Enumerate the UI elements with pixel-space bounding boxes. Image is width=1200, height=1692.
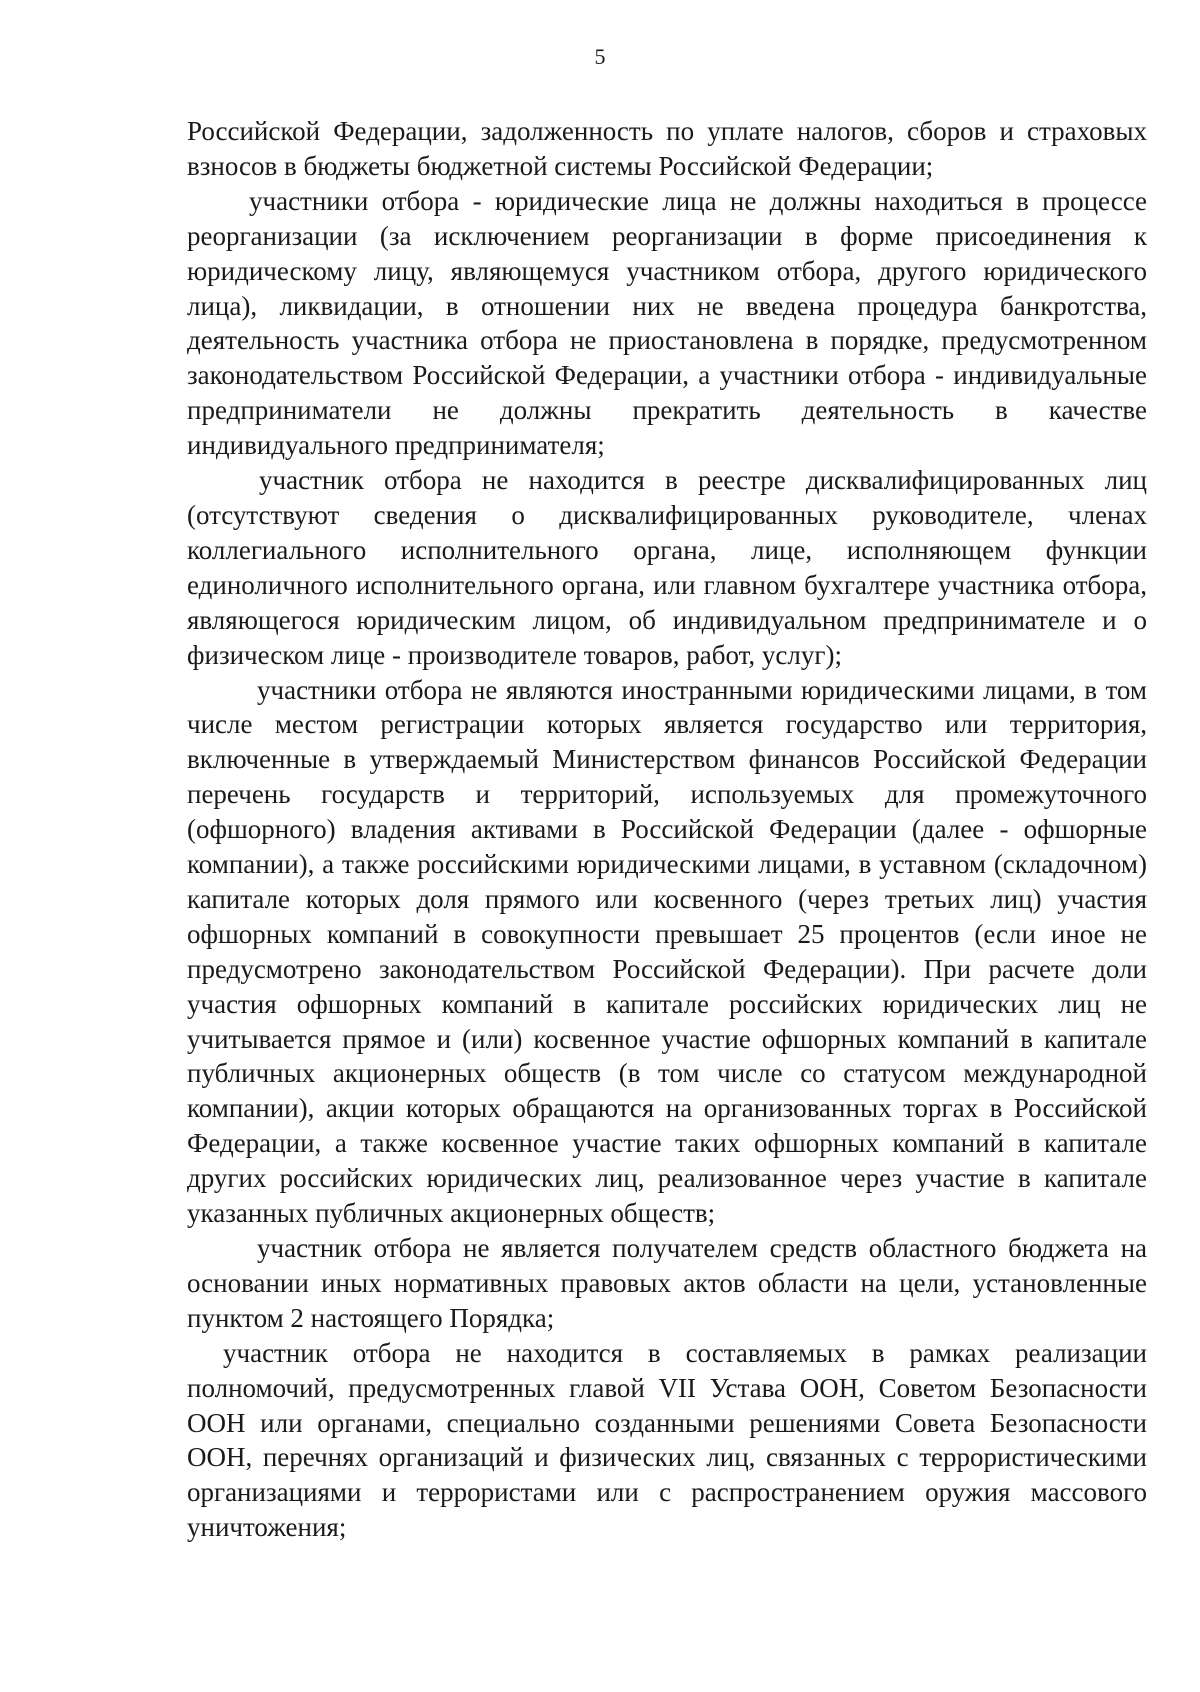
page-number: 5 <box>594 44 606 69</box>
paragraph-regional-budget: участник отбора не является получателем средств областного бюджета на основании иных нормативных правовых актов области на цели, установленные пунктом 2 настоящего Порядка; <box>187 1233 1147 1333</box>
document-body <box>187 114 1147 1545</box>
paragraph-disqualified-registry: участник отбора не находится в реестре дисквалифицированных лиц (отсутствуют сведения о дисквалифицированных руководителе, членах коллегиального исполнительного органа, лице, исполняющем функции единоличного исполнительного органа, или главном бухгалтере участника отбора, являющегося юридическим лицом, об индивидуальном предпринимателе и о физическом лице - производителе товаров, работ, услуг); <box>187 465 1147 670</box>
paragraph-offshore-companies: участники отбора не являются иностранными юридическими лицами, в том числе местом регистрации которых является государство или территория, включенные в утверждаемый Министерством финансов Российской Федерации перечень государств и территорий, используемых для промежуточного (офшорного) владения активами в Российской Федерации (далее - офшорные компании), а также российскими юридическими лицами, в уставном (складочном) капитале которых доля прямого или косвенного (через третьих лиц) участия офшорных компаний в совокупности превышает 25 процентов (если иное не предусмотрено законодательством Российской Федерации). При расчете доли участия офшорных компаний в капитале российских юридических лиц не учитывается прямое и (или) косвенное участие офшорных компаний в капитале публичных акционерных обществ (в том числе со статусом международной компании), акции которых обращаются на организованных торгах в Российской Федерации, а также косвенное участие таких офшорных компаний в капитале других российских юридических лиц, реализованное через участие в капитале указанных публичных акционерных обществ; <box>187 674 1147 1229</box>
paragraph-un-sanctions: участник отбора не находится в составляемых в рамках реализации полномочий, предусмотренных главой VII Устава ООН, Советом Безопасности ООН или органами, специально созданными решениями Совета Безопасности ООН, перечнях организаций и физических лиц, связанных с террористическими организациями и террористами или с распространением оружия массового уничтожения; <box>187 1337 1147 1543</box>
paragraph-reorganization: участники отбора - юридические лица не должны находиться в процессе реорганизации (за исключением реорганизации в форме присоединения к юридическому лицу, являющемуся участником отбора, другого юридического лица), ликвидации, в отношении них не введена процедура банкротства, деятельность участника отбора не приостановлена в порядке, предусмотренном законодательством Российской Федерации, а участники отбора - индивидуальные предприниматели не должны прекратить деятельность в качестве индивидуального предпринимателя; <box>187 185 1147 461</box>
paragraph-debt-continuation: Российской Федерации, задолженность по уплате налогов, сборов и страховых взносов в бюджеты бюджетной системы Российской Федерации; <box>187 116 1147 181</box>
